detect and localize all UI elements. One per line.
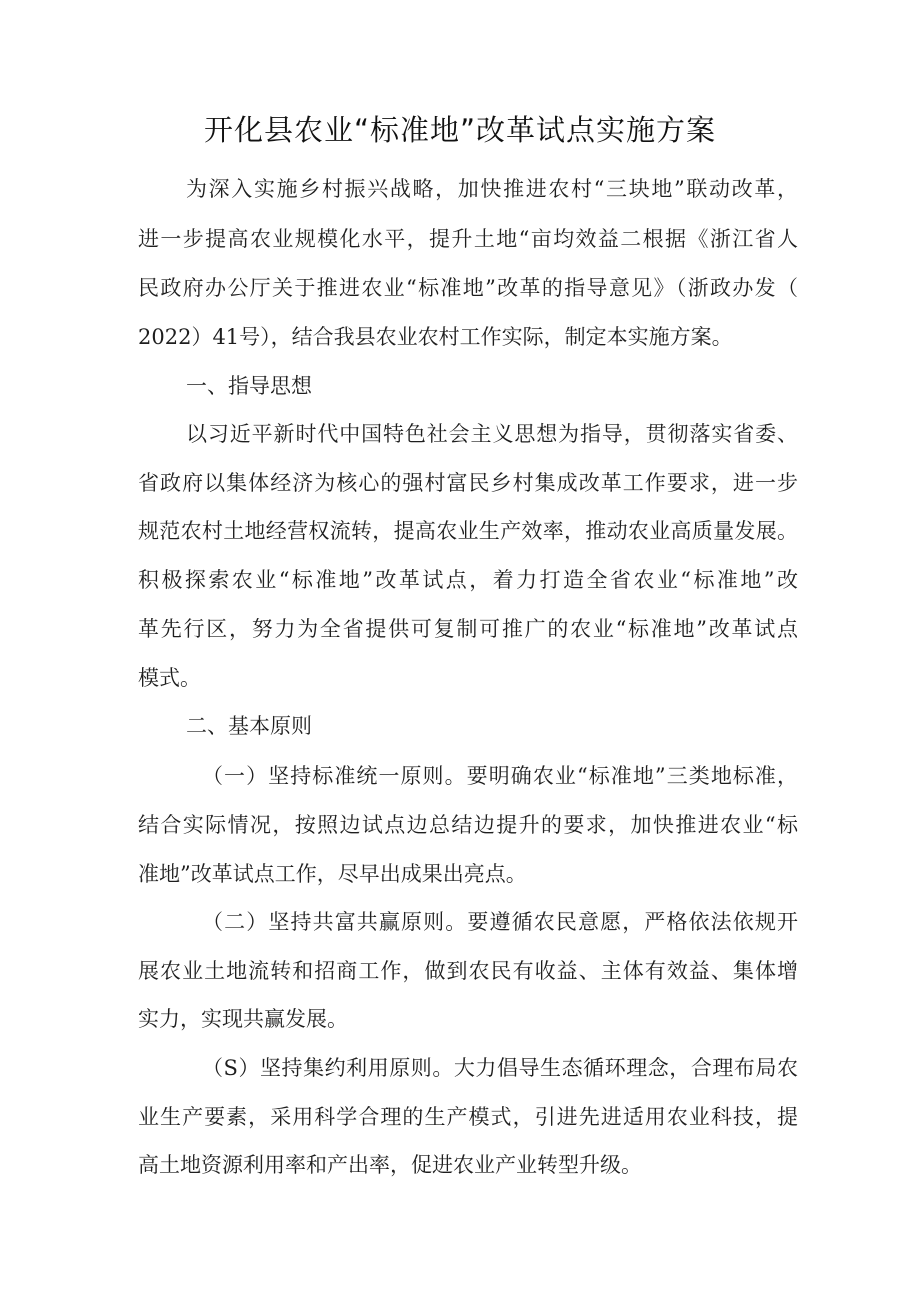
paragraph-line: 准地”改革试点工作，尽早出成果出亮点。 — [138, 862, 527, 886]
paragraph-line: 业生产要素，采用科学合理的生产模式，引进先进适用农业科技，提 — [138, 1105, 798, 1129]
section-heading: 二、基本原则 — [186, 714, 312, 738]
paragraph-line: 以习近平新时代中国特色社会主义思想为指导，贯彻落实省委、 — [186, 422, 798, 446]
paragraph-line: 实力，实现共赢发展。 — [138, 1007, 348, 1031]
paragraph-line: 为深入实施乡村振兴战略，加快推进农村“三块地”联动改革， — [186, 177, 798, 201]
paragraph-line: 民政府办公厅关于推进农业“标准地”改革的指导意见》（浙政办发（ — [138, 276, 798, 300]
paragraph-line: 规范农村土地经营权流转，提高农业生产效率，推动农业高质量发展。 — [138, 519, 798, 543]
paragraph-line: 结合实际情况，按照边试点边总结边提升的要求，加快推进农业“标 — [138, 813, 798, 837]
paragraph-line: （一）坚持标准统一原则。要明确农业“标准地”三类地标准， — [202, 764, 798, 788]
paragraph-line: 进一步提高农业规模化水平，提升土地“亩均效益二根据《浙江省人 — [138, 227, 798, 251]
paragraph-line: 2022）41号），结合我县农业农村工作实际，制定本实施方案。 — [138, 325, 733, 349]
paragraph-line: 展农业土地流转和招商工作，做到农民有收益、主体有效益、集体增 — [138, 959, 798, 983]
paragraph-line: （S）坚持集约利用原则。大力倡导生态循环理念，合理布局农 — [202, 1056, 798, 1080]
paragraph-line: 省政府以集体经济为核心的强村富民乡村集成改革工作要求，进一步 — [138, 471, 798, 495]
paragraph-line: 革先行区，努力为全省提供可复制可推广的农业“标准地”改革试点 — [138, 617, 798, 641]
paragraph-line: 高土地资源利用率和产出率，促进农业产业转型升级。 — [138, 1153, 642, 1177]
paragraph-line: （二）坚持共富共赢原则。要遵循农民意愿，严格依法依规开 — [202, 910, 798, 934]
section-heading: 一、指导思想 — [186, 374, 312, 398]
paragraph-line: 模式。 — [138, 666, 201, 690]
paragraph-line: 积极探索农业“标准地”改革试点，着力打造全省农业“标准地”改 — [138, 568, 798, 592]
document-title: 开化县农业“标准地”改革试点实施方案 — [203, 113, 717, 147]
